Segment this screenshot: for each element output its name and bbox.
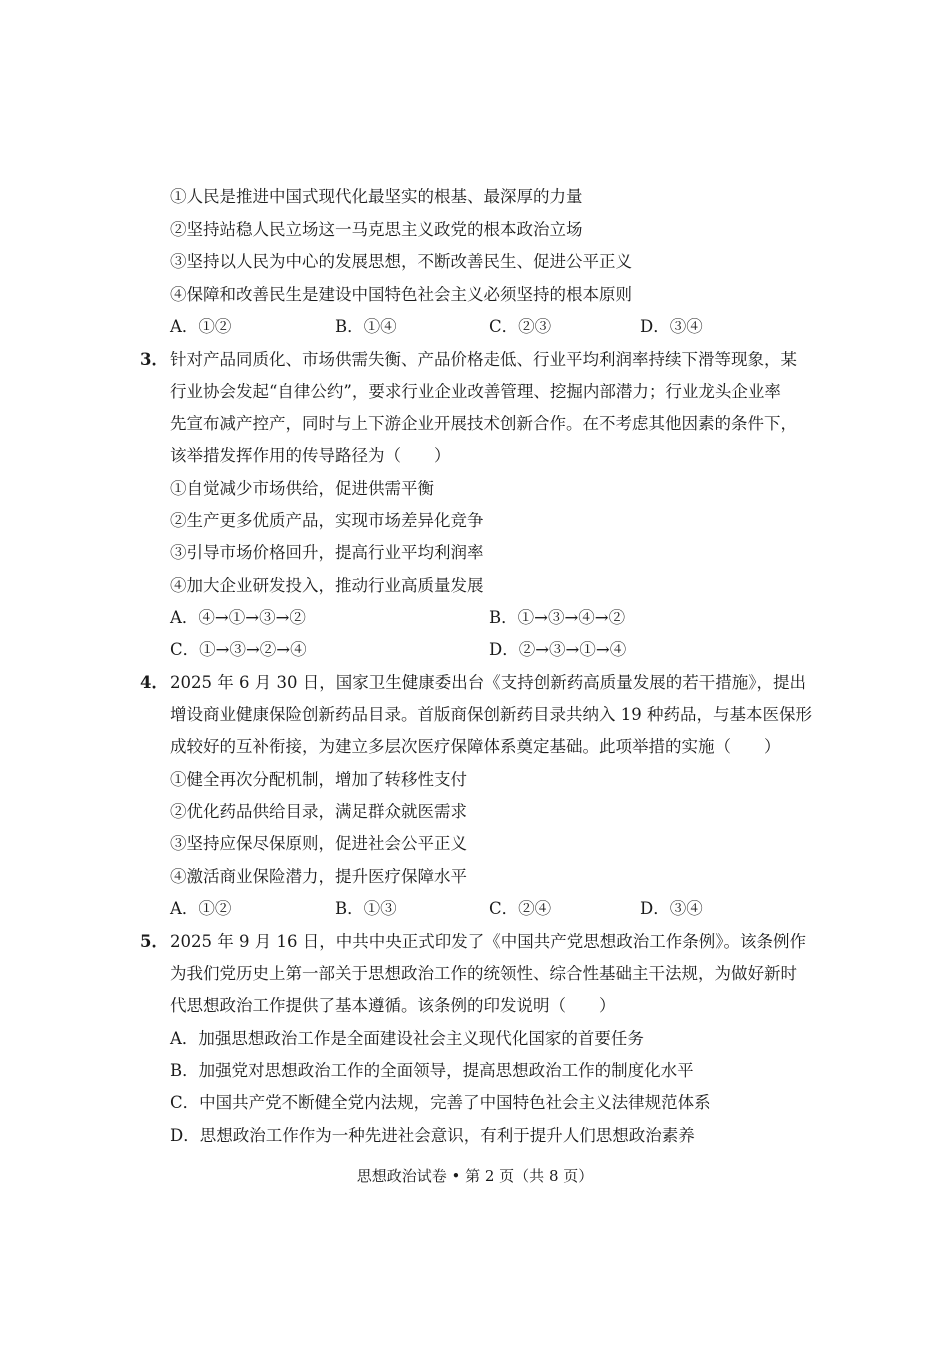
q5-option-a: A．加强思想政治工作是全面建设社会主义现代化国家的首要任务: [170, 1029, 644, 1048]
q3-number: 3．: [140, 350, 168, 369]
q3-statement-1: ①自觉减少市场供给，促进供需平衡: [170, 479, 434, 498]
q3-stem-line-2: 行业协会发起“自律公约”，要求行业企业改善管理、挖掘内部潜力；行业龙头企业率: [170, 382, 781, 401]
q5-stem-line-1: 2025 年 9 月 16 日，中共中央正式印发了《中国共产党思想政治工作条例》。该条例作: [170, 932, 806, 951]
q2-statement-1: ①人民是推进中国式现代化最坚实的根基、最深厚的力量: [170, 187, 583, 206]
q2-statement-2: ②坚持站稳人民立场这一马克思主义政党的根本政治立场: [170, 220, 583, 239]
q3-statement-3: ③引导市场价格回升，提高行业平均利润率: [170, 543, 484, 562]
q5-option-c: C．中国共产党不断健全党内法规，完善了中国特色社会主义法律规范体系: [170, 1093, 711, 1112]
q2-option-a: A．①②: [170, 317, 232, 336]
q2-option-c: C．②③: [489, 317, 552, 336]
q3-stem-line-4: 该举措发挥作用的传导路径为（ ）: [170, 446, 451, 465]
q3-option-a: A．④→①→③→②: [170, 608, 306, 627]
q4-statement-3: ③坚持应保尽保原则，促进社会公平正义: [170, 834, 467, 853]
q4-statement-1: ①健全再次分配机制，增加了转移性支付: [170, 770, 467, 789]
q3-statement-2: ②生产更多优质产品，实现市场差异化竞争: [170, 511, 484, 530]
q4-stem-line-1: 2025 年 6 月 30 日，国家卫生健康委出台《支持创新药高质量发展的若干措施》，提出: [170, 673, 806, 692]
q3-option-b: B．①→③→④→②: [489, 608, 626, 627]
q2-statement-3: ③坚持以人民为中心的发展思想，不断改善民生、促进公平正义: [170, 252, 632, 271]
q5-stem-line-2: 为我们党历史上第一部关于思想政治工作的统领性、综合性基础主干法规，为做好新时: [170, 964, 797, 983]
q2-option-d: D．③④: [640, 317, 703, 336]
q4-statement-2: ②优化药品供给目录，满足群众就医需求: [170, 802, 467, 821]
q4-stem-line-3: 成较好的互补衔接，为建立多层次医疗保障体系奠定基础。此项举措的实施（ ）: [170, 737, 781, 756]
q2-option-b: B．①④: [335, 317, 397, 336]
q5-option-d: D．思想政治工作作为一种先进社会意识，有利于提升人们思想政治素养: [170, 1126, 695, 1145]
q3-stem-line-1: 针对产品同质化、市场供需失衡、产品价格走低、行业平均利润率持续下滑等现象，某: [170, 350, 797, 369]
q4-number: 4．: [140, 673, 168, 692]
q3-option-d: D．②→③→①→④: [489, 640, 627, 659]
q5-stem-line-3: 代思想政治工作提供了基本遵循。该条例的印发说明（ ）: [170, 996, 616, 1015]
q4-option-a: A．①②: [170, 899, 232, 918]
q3-stem-line-3: 先宣布减产控产，同时与上下游企业开展技术创新合作。在不考虑其他因素的条件下，: [170, 414, 797, 433]
q4-stem-line-2: 增设商业健康保险创新药品目录。首版商保创新药目录共纳入 19 种药品，与基本医保形: [170, 705, 812, 724]
q4-option-c: C．②④: [489, 899, 552, 918]
q3-option-c: C．①→③→②→④: [170, 640, 307, 659]
q4-option-d: D．③④: [640, 899, 703, 918]
q4-statement-4: ④激活商业保险潜力，提升医疗保障水平: [170, 867, 467, 886]
q2-statement-4: ④保障和改善民生是建设中国特色社会主义必须坚持的根本原则: [170, 285, 632, 304]
q5-number: 5．: [140, 932, 168, 951]
q4-option-b: B．①③: [335, 899, 397, 918]
page-footer: 思想政治试卷 • 第 2 页（共 8 页）: [356, 1167, 594, 1185]
q3-statement-4: ④加大企业研发投入，推动行业高质量发展: [170, 576, 484, 595]
q5-option-b: B．加强党对思想政治工作的全面领导，提高思想政治工作的制度化水平: [170, 1061, 694, 1080]
